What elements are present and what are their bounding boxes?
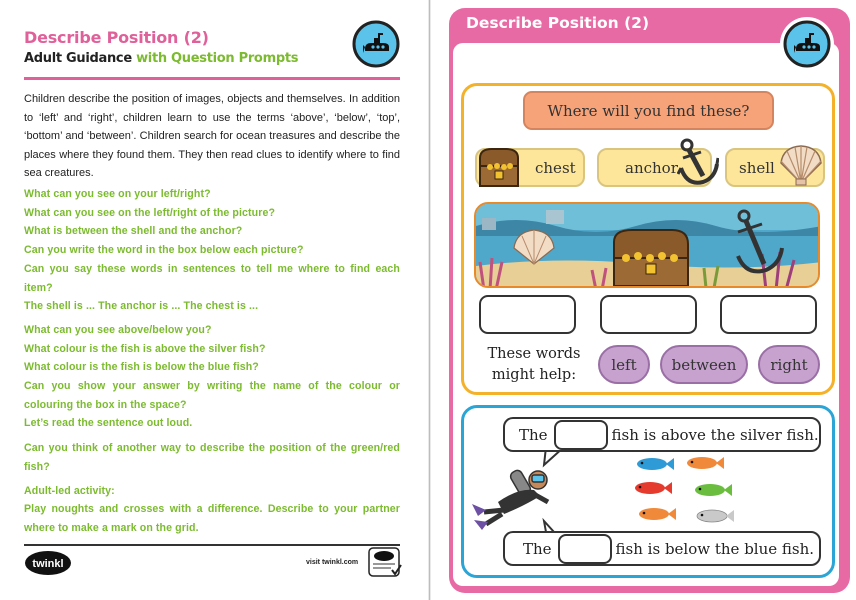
svg-text:twinkl: twinkl	[32, 558, 64, 570]
sentence-above	[503, 417, 821, 452]
colour-answer-box-below[interactable]	[558, 534, 612, 564]
word-bank-between: between	[660, 345, 748, 384]
helper-text: These words might help:	[487, 346, 581, 383]
question-prompt: Can you think of another way to describe the position of the green/red fish?	[24, 442, 400, 473]
quality-approved-badge	[368, 546, 402, 580]
diver-icon	[468, 462, 564, 532]
submarine-icon	[352, 20, 400, 68]
fish-icon	[637, 458, 674, 470]
question-prompt: What colour is the fish is below the blue fish?	[24, 361, 259, 373]
colour-answer-box-above[interactable]	[554, 420, 608, 450]
question-prompt: The shell is ... The anchor is ... The chest is ...	[24, 300, 259, 312]
sentence-below	[503, 531, 821, 566]
twinkl-logo[interactable]	[24, 550, 72, 576]
shell-icon	[777, 143, 825, 187]
question-prompt: Let’s read the sentence out loud.	[24, 417, 193, 429]
sentence-end: fish is above the silver fish.	[611, 425, 819, 444]
sentence-start: The	[523, 539, 552, 558]
answer-box-middle[interactable]	[600, 295, 697, 334]
question-prompt: What can you see on the left/right of the picture?	[24, 207, 276, 219]
intro-paragraph: Children describe the position of images, objects and themselves. In addition to ‘left’ and ‘right’, children learn to use the terms ‘above’, ‘below’, ‘top’, ‘bottom’ and ‘between’. Children search for ocean treasures and describe the places where they found them. They then read clues to identify where to find sea creatures.	[24, 93, 400, 179]
question-banner: Where will you find these?	[523, 91, 774, 130]
fish-icon	[687, 457, 724, 469]
fish-icon	[635, 482, 672, 494]
ocean-scene	[474, 202, 820, 288]
subtitle-main: Adult Guidance	[24, 51, 132, 66]
question-prompt: What is between the shell and the anchor?	[24, 225, 243, 237]
page-divider	[429, 0, 430, 600]
title-divider	[24, 77, 400, 80]
item-label: chest	[535, 158, 576, 177]
anchor-icon	[677, 138, 719, 190]
visit-link[interactable]: visit twinkl.com	[306, 559, 359, 566]
fish-group	[632, 452, 742, 530]
fish-icon	[697, 510, 734, 522]
question-prompt: What can you see on your left/right?	[24, 188, 211, 200]
answer-box-left[interactable]	[479, 295, 576, 334]
subtitle-accent: with Question Prompts	[136, 51, 299, 66]
question-prompt: Can you write the word in the box below each picture?	[24, 244, 304, 256]
page-title: Describe Position (2)	[24, 28, 209, 47]
activity-text: Play noughts and crosses with a difference. Describe to your partner where to make a mark on the grid.	[24, 503, 400, 534]
treasure-chest-icon	[476, 144, 522, 190]
sentence-start: The	[519, 425, 548, 444]
question-prompt: Can you say these words in sentences to tell me where to find each item?	[24, 263, 400, 294]
word-bank-right: right	[758, 345, 820, 384]
ocean-scene-image	[476, 204, 820, 288]
item-label: anchor	[625, 158, 678, 177]
question-prompt: What colour is the fish is above the silver fish?	[24, 343, 266, 355]
submarine-icon	[779, 16, 835, 72]
word-bank-left: left	[598, 345, 650, 384]
fish-icon	[639, 508, 676, 520]
activity-heading: Adult-led activity:	[24, 485, 115, 497]
sentence-end: fish is below the blue fish.	[615, 539, 815, 558]
activity-title: Describe Position (2)	[466, 14, 650, 32]
fish-icon	[695, 484, 732, 496]
item-label: shell	[739, 158, 775, 177]
question-prompt: Can you show your answer by writing the name of the colour or colouring the box in the space?	[24, 380, 400, 411]
page-subtitle	[24, 51, 298, 66]
question-prompt: What can you see above/below you?	[24, 324, 212, 336]
footer-divider	[24, 544, 400, 546]
answer-box-right[interactable]	[720, 295, 817, 334]
